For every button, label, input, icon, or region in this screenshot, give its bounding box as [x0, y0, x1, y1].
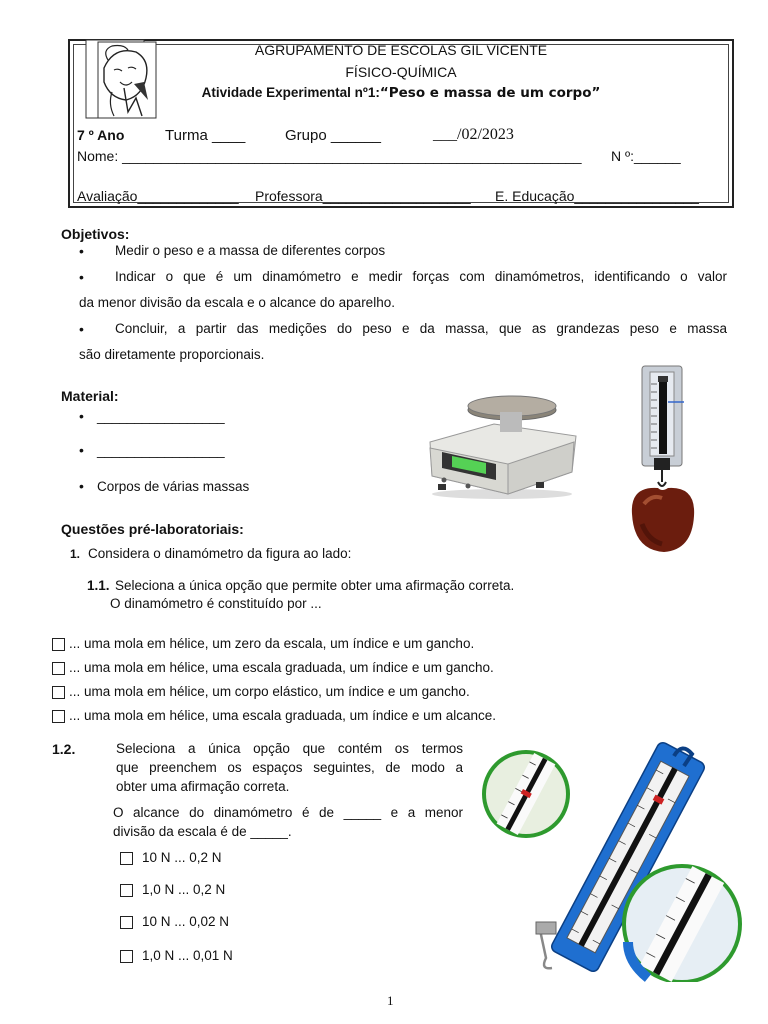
option-checkbox[interactable] — [120, 852, 133, 865]
q11-option-b: ... uma mola em hélice, uma escala graduada, um índice e um gancho. — [69, 660, 494, 675]
q11-option-c: ... uma mola em hélice, um corpo elástico, um índice e um gancho. — [69, 684, 470, 699]
nome-field: Nome: ___________________________________________________________ — [77, 148, 582, 164]
q12-option-d: 1,0 N ... 0,01 N — [142, 948, 233, 963]
material-blank-1: _________________ — [97, 409, 225, 424]
grupo-field: Grupo ______ — [285, 127, 381, 144]
material-item-3: Corpos de várias massas — [97, 479, 250, 494]
dynamometer-apple-image — [622, 364, 700, 558]
turma-field: Turma ____ — [165, 127, 246, 144]
q12-statement-1: O alcance do dinamómetro é de _____ e a menor — [113, 805, 463, 820]
question-1-2-number: 1.2. — [52, 741, 76, 757]
bullet: • — [79, 321, 84, 337]
option-checkbox[interactable] — [120, 884, 133, 897]
objetivo-3-cont: são diretamente proporcionais. — [79, 347, 265, 362]
q12-statement-2: divisão da escala é de _____. — [113, 824, 292, 839]
page-number: 1 — [387, 993, 394, 1008]
avaliacao-field: Avaliação_____________ — [77, 188, 239, 204]
q11-option-d: ... uma mola em hélice, uma escala graduada, um índice e um alcance. — [69, 708, 496, 723]
bullet: • — [79, 269, 84, 285]
material-heading: Material: — [61, 388, 119, 404]
blue-dynamometer-image — [478, 732, 748, 982]
objetivo-1: Medir o peso e a massa de diferentes corpos — [115, 243, 386, 258]
questoes-heading: Questões pré-laboratoriais: — [61, 521, 244, 537]
option-checkbox[interactable] — [120, 916, 133, 929]
question-1-1-number: 1.1. — [87, 578, 110, 593]
professora-field: Professora___________________ — [255, 188, 471, 204]
q12-line-1: Seleciona a única opção que contém os termos — [116, 741, 463, 756]
option-checkbox[interactable] — [120, 950, 133, 963]
option-checkbox[interactable] — [52, 662, 65, 675]
year-label: 7 º Ano — [77, 127, 125, 143]
bullet: • — [79, 478, 84, 494]
bullet: • — [79, 442, 84, 458]
objetivos-heading: Objetivos: — [61, 226, 130, 242]
option-checkbox[interactable] — [52, 710, 65, 723]
numero-field: N º:______ — [611, 148, 681, 164]
subject-name: FÍSICO-QUÍMICA — [345, 64, 457, 80]
q12-line-3: obter uma afirmação correta. — [116, 779, 290, 794]
date-field: ___/02/2023 — [433, 126, 514, 143]
option-checkbox[interactable] — [52, 638, 65, 651]
bullet: • — [79, 243, 84, 259]
school-name: AGRUPAMENTO DE ESCOLAS GIL VICENTE — [254, 42, 548, 58]
question-1-number: 1. — [70, 547, 81, 561]
question-1-text: Considera o dinamómetro da figura ao lado: — [88, 546, 352, 561]
q12-option-c: 10 N ... 0,02 N — [142, 914, 230, 929]
objetivo-2: Indicar o que é um dinamómetro e medir forças com dinamómetros, identificando o valor — [115, 269, 727, 284]
material-blank-2: _________________ — [97, 443, 225, 458]
q12-option-a: 10 N ... 0,2 N — [142, 850, 222, 865]
activity-prefix: Atividade Experimental nº1: — [201, 85, 380, 100]
question-1-1-subtext: O dinamómetro é constituído por ... — [110, 596, 322, 611]
q11-option-a: ... uma mola em hélice, um zero da escala, um índice e um gancho. — [69, 636, 475, 651]
activity-title — [68, 85, 734, 101]
educacao-field: E. Educação________________ — [495, 188, 699, 204]
option-checkbox[interactable] — [52, 686, 65, 699]
digital-balance-image — [424, 392, 580, 500]
objetivo-2-cont: da menor divisão da escala e o alcance do aparelho. — [79, 295, 395, 310]
question-1-1-text: Seleciona a única opção que permite obter uma afirmação correta. — [115, 578, 515, 593]
q12-option-b: 1,0 N ... 0,2 N — [142, 882, 226, 897]
objetivo-3: Concluir, a partir das medições do peso e da massa, que as grandezas peso e massa — [115, 321, 727, 336]
bullet: • — [79, 408, 84, 424]
activity-name: “Peso e massa de um corpo” — [379, 85, 601, 101]
q12-line-2: que preenchem os espaços seguintes, de modo a — [116, 760, 463, 775]
